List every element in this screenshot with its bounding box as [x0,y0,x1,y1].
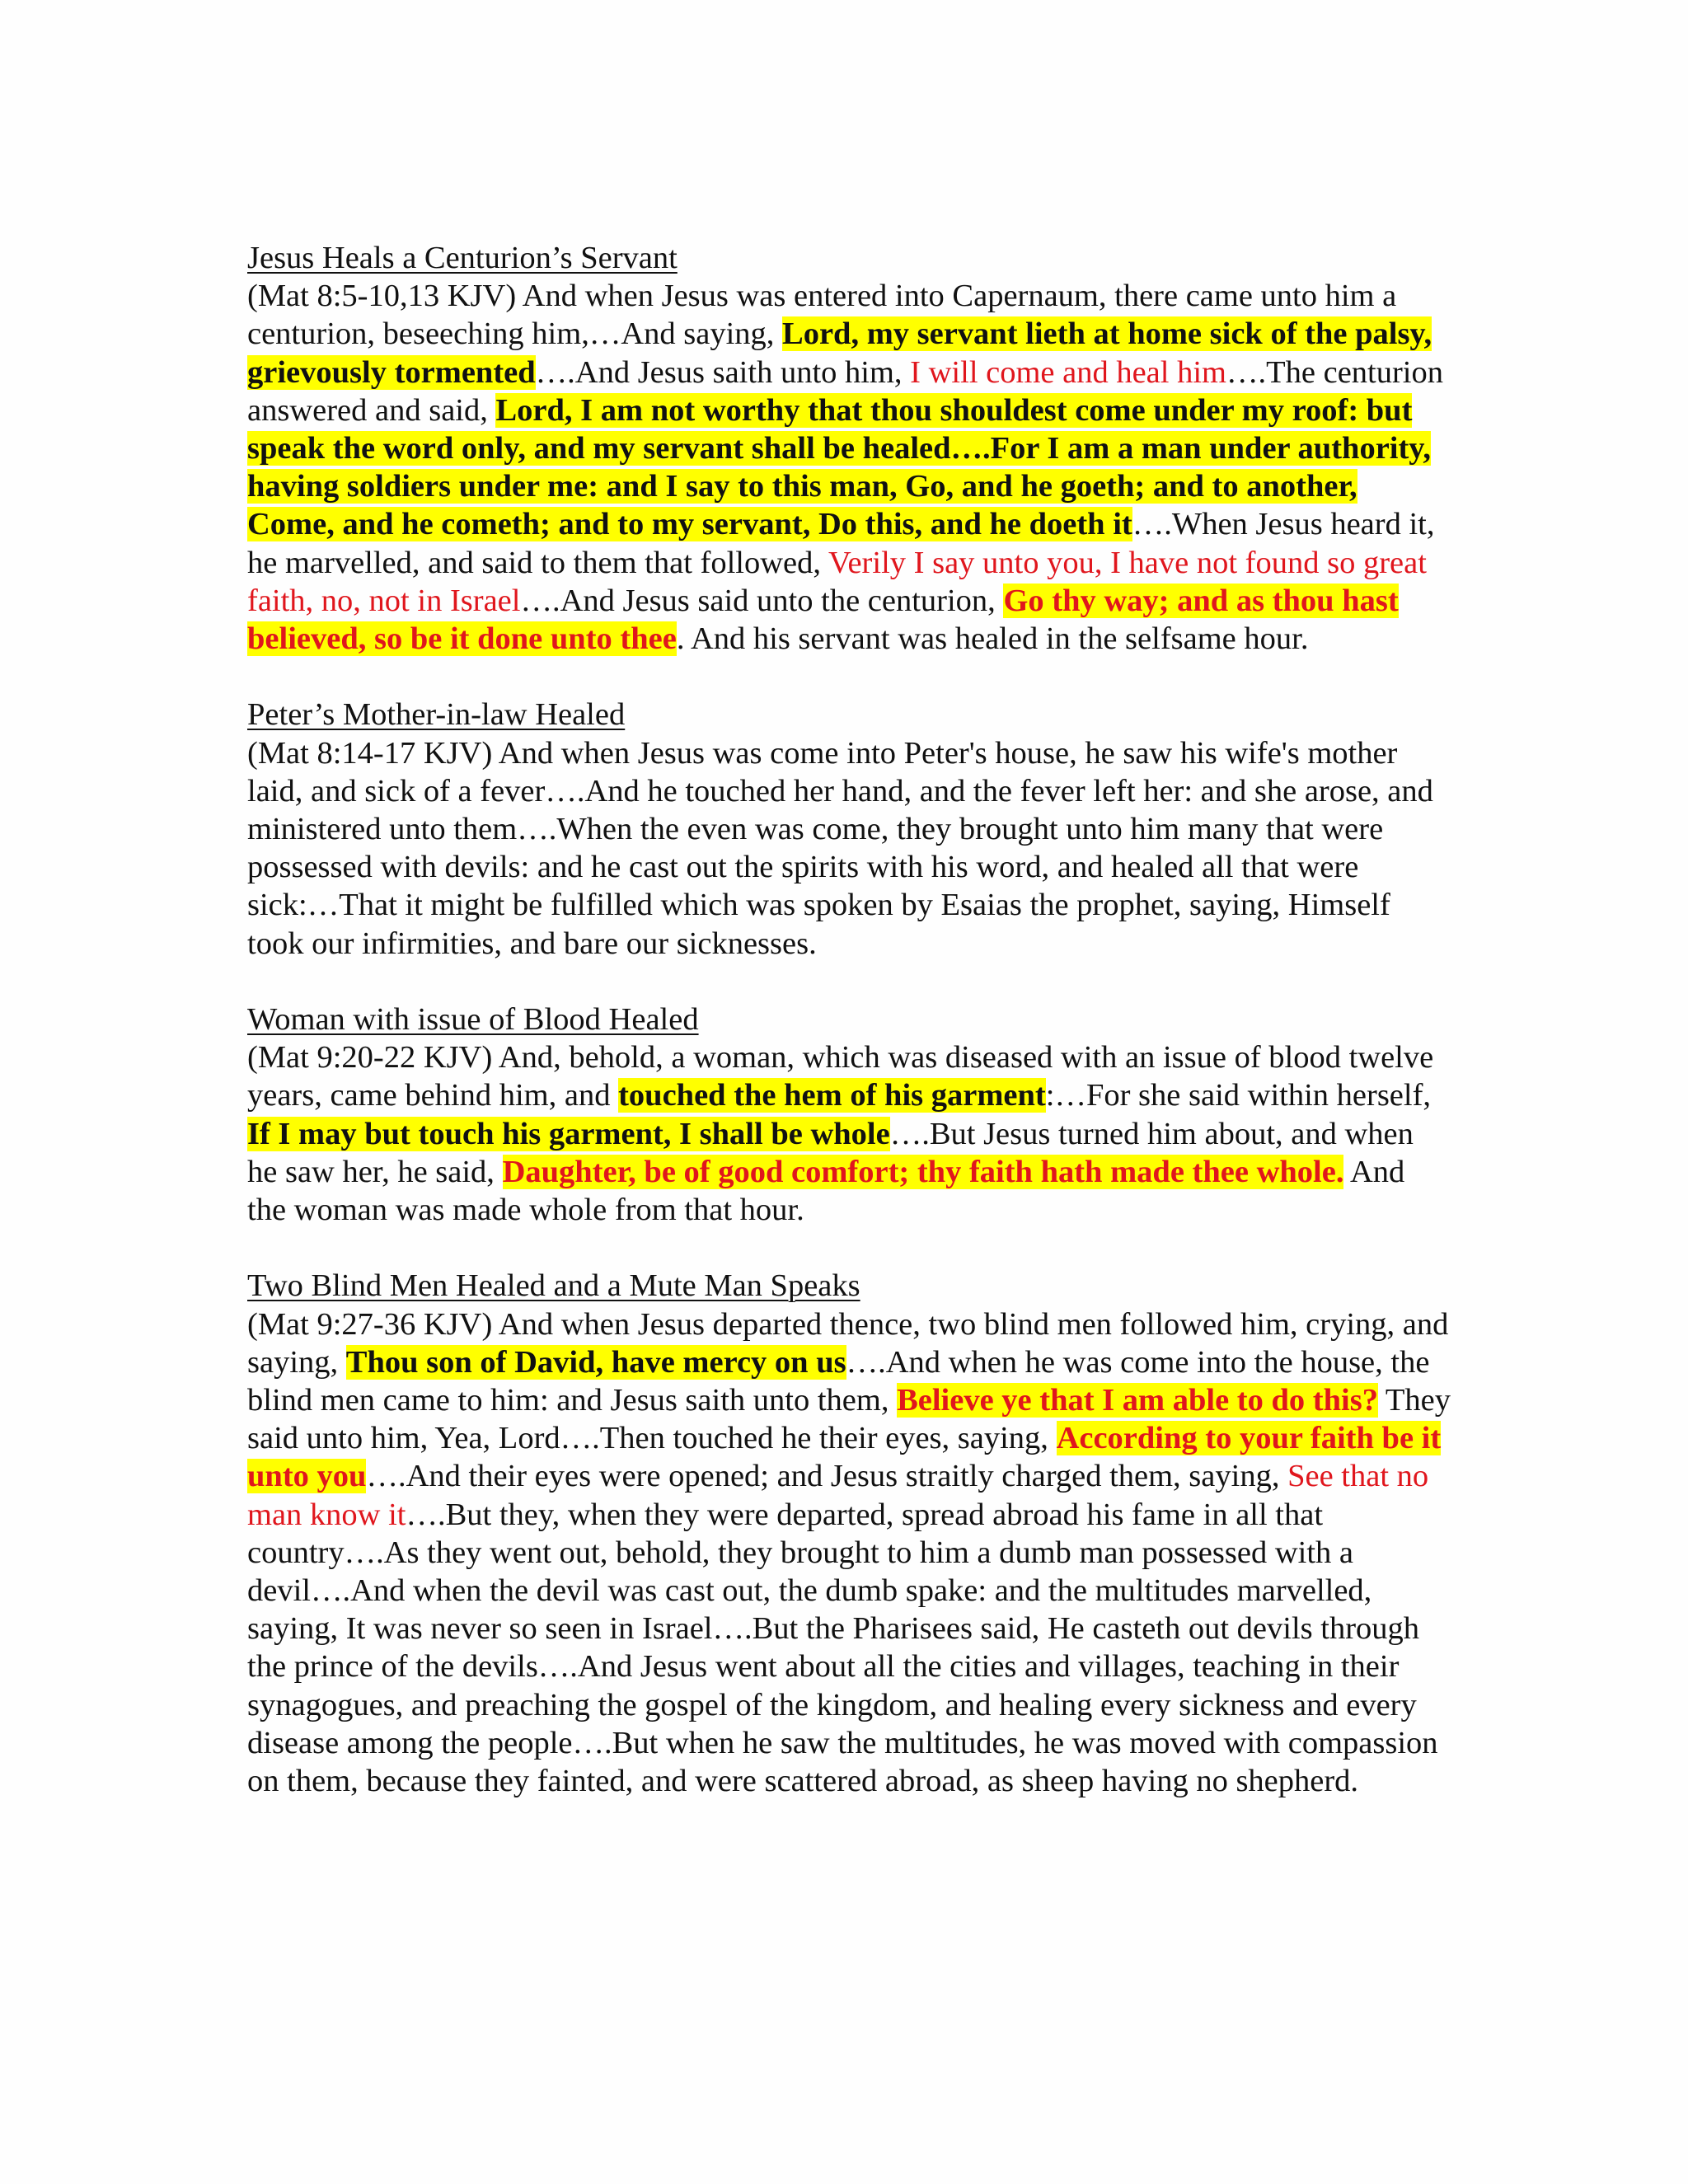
body-text: ….But they, when they were departed, spread abroad his fame in all that country….As they went out, behold, they brought to him a dumb man possessed with a devil….And when the devil was cast out, the dumb spake: and the multitudes marvelled, saying, It was never so seen in Israel….But the Pharisees said, He casteth out devils through the prince of the devils….And Jesus went about all the cities and villages, teaching in their synagogues, and preaching the gospel of the kingdom, and healing every sickness and every disease among the people….But when he saw the multitudes, he was moved with compassion on them, because they fainted, and were scattered abroad, as sheep having no shepherd. [247,1497,1438,1799]
highlighted-text: touched the hem of his garment [618,1078,1046,1113]
section-heading: Two Blind Men Healed and a Mute Man Speaks [247,1268,860,1304]
highlighted-text: Lord, my servant lieth at home sick of the palsy, grievously tormented [247,316,1432,390]
red-text: I will come and heal him [910,354,1226,390]
body-text: (Mat 8:5-10,13 KJV) And when Jesus was entered into Capernaum, there came unto him a centurion, beseeching him,…And saying, [247,279,1397,352]
body-text: ….But Jesus turned him about, and when he saw her, he said, [247,1116,1414,1189]
body-text: And the woman was made whole from that hour. [247,1154,1405,1228]
highlighted-red-text: Daughter, be of good comfort; thy faith hath made thee whole. [502,1154,1344,1189]
section-paragraph [247,1038,1451,1229]
section-paragraph [247,734,1451,963]
scripture-section [247,239,1451,658]
scripture-section [247,1001,1451,1229]
highlighted-text: Thou son of David, have mercy on us [345,1344,846,1380]
highlighted-red-text: Believe ye that I am able to do this? [897,1383,1378,1418]
red-text: Verily I say unto you, I have not found so great faith, no, not in Israel [247,545,1427,618]
body-text: ….And Jesus said unto the centurion, [520,583,1004,618]
body-text: They said unto him, Yea, Lord….Then touched he their eyes, saying, [247,1383,1451,1456]
body-text: ….And Jesus saith unto him, [535,354,911,390]
highlighted-red-text: According to your faith be it unto you [247,1421,1442,1494]
body-text: ….The centurion answered and said, [247,354,1443,428]
section-heading: Woman with issue of Blood Healed [247,1002,699,1038]
body-text: (Mat 8:14-17 KJV) And when Jesus was come into Peter's house, he saw his wife's mother laid, and sick of a fever….And he touched her hand, and the fever left her: and she arose, and ministered unto them….When the even was come, they brought unto him many that were possessed with devils: and he cast out the spirits with his word, and healed all that were sick:…That it might be fulfilled which was spoken by Esaias the prophet, saying, Himself took our infirmities, and bare our sicknesses. [247,735,1433,961]
red-text: See that no man know it [247,1459,1429,1532]
highlighted-red-text: Go thy way; and as thou hast believed, so be it done unto thee [247,583,1399,657]
body-text: ….And their eyes were opened; and Jesus straitly charged them, saying, [366,1459,1288,1494]
section-paragraph [247,277,1451,658]
section-heading: Jesus Heals a Centurion’s Servant [247,241,678,275]
section-heading: Peter’s Mother-in-law Healed [247,697,626,733]
body-text: ….When Jesus heard it, he marvelled, and said to them that followed, [247,507,1435,580]
body-text: (Mat 9:20-22 KJV) And, behold, a woman, which was diseased with an issue of blood twelve years, came behind him, and [247,1040,1434,1113]
body-text: :…For she said within herself, [1045,1078,1432,1113]
scripture-section [247,1267,1451,1800]
section-paragraph [247,1305,1451,1801]
body-text: ….And when he was come into the house, the blind men came to him: and Jesus saith unto them, [247,1344,1430,1418]
document-body [247,239,1451,1838]
scripture-section [247,696,1451,962]
highlighted-text: If I may but touch his garment, I shall be whole [247,1116,890,1151]
body-text: (Mat 9:27-36 KJV) And when Jesus departed thence, two blind men followed him, crying, and saying, [247,1306,1449,1380]
highlighted-text: Lord, I am not worthy that thou shouldest come under my roof: but speak the word only, and my servant shall be healed….For I am a man under authority, having soldiers under me: and I say to this man, Go, and he goeth; and to another, Come, and he cometh; and to my servant, Do this, and he doeth it [247,392,1432,542]
body-text: . And his servant was healed in the selfsame hour. [676,621,1309,657]
